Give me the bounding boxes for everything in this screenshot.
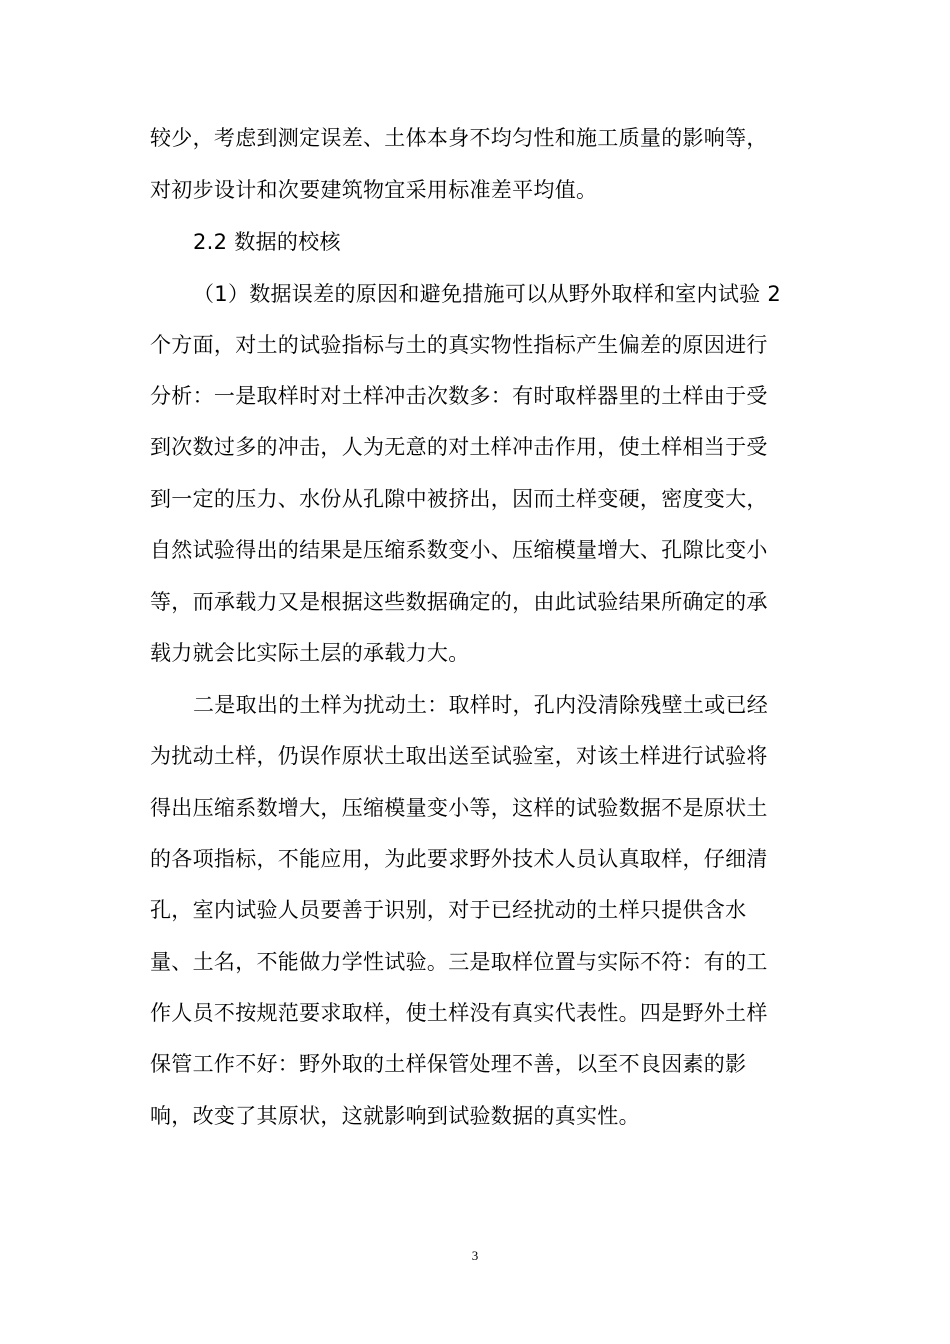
text-line: 到次数过多的冲击，人为无意的对土样冲击作用，使土样相当于受 [150, 435, 768, 459]
text-line: 保管工作不好：野外取的土样保管处理不善，以至不良因素的影 [150, 1052, 747, 1076]
text-line: 作人员不按规范要求取样，使土样没有真实代表性。四是野外土样 [150, 1001, 768, 1025]
text-line: 较少，考虑到测定误差、土体本身不均匀性和施工质量的影响等， [150, 126, 768, 150]
text-line: 个方面，对土的试验指标与土的真实物性指标产生偏差的原因进行 [150, 333, 768, 357]
text-line: 响，改变了其原状，这就影响到试验数据的真实性。 [150, 1104, 640, 1128]
text-line: 量、土名，不能做力学性试验。三是取样位置与实际不符：有的工 [150, 950, 768, 974]
text-line: 载力就会比实际土层的承载力大。 [150, 641, 470, 665]
text-line: （1）数据误差的原因和避免措施可以从野外取样和室内试验 2 [193, 282, 782, 306]
text-line: 的各项指标，不能应用，为此要求野外技术人员认真取样，仔细清 [150, 847, 768, 871]
text-line: 对初步设计和次要建筑物宜采用标准差平均值。 [150, 178, 598, 202]
text-line: 到一定的压力、水份从孔隙中被挤出，因而土样变硬，密度变大， [150, 487, 768, 511]
section-heading: 2.2 数据的校核 [193, 230, 341, 254]
text-line: 分析：一是取样时对土样冲击次数多：有时取样器里的土样由于受 [150, 384, 768, 408]
text-line: 孔，室内试验人员要善于识别，对于已经扰动的土样只提供含水 [150, 898, 747, 922]
text-line: 等，而承载力又是根据这些数据确定的，由此试验结果所确定的承 [150, 590, 768, 614]
text-line: 自然试验得出的结果是压缩系数变小、压缩模量增大、孔隙比变小 [150, 538, 768, 562]
text-line: 为扰动土样，仍误作原状土取出送至试验室，对该土样进行试验将 [150, 744, 768, 768]
text-line: 得出压缩系数增大，压缩模量变小等，这样的试验数据不是原状土 [150, 796, 768, 820]
page-number: 3 [471, 1248, 479, 1263]
text-line: 二是取出的土样为扰动土：取样时，孔内没清除残壁土或已经 [193, 693, 769, 717]
